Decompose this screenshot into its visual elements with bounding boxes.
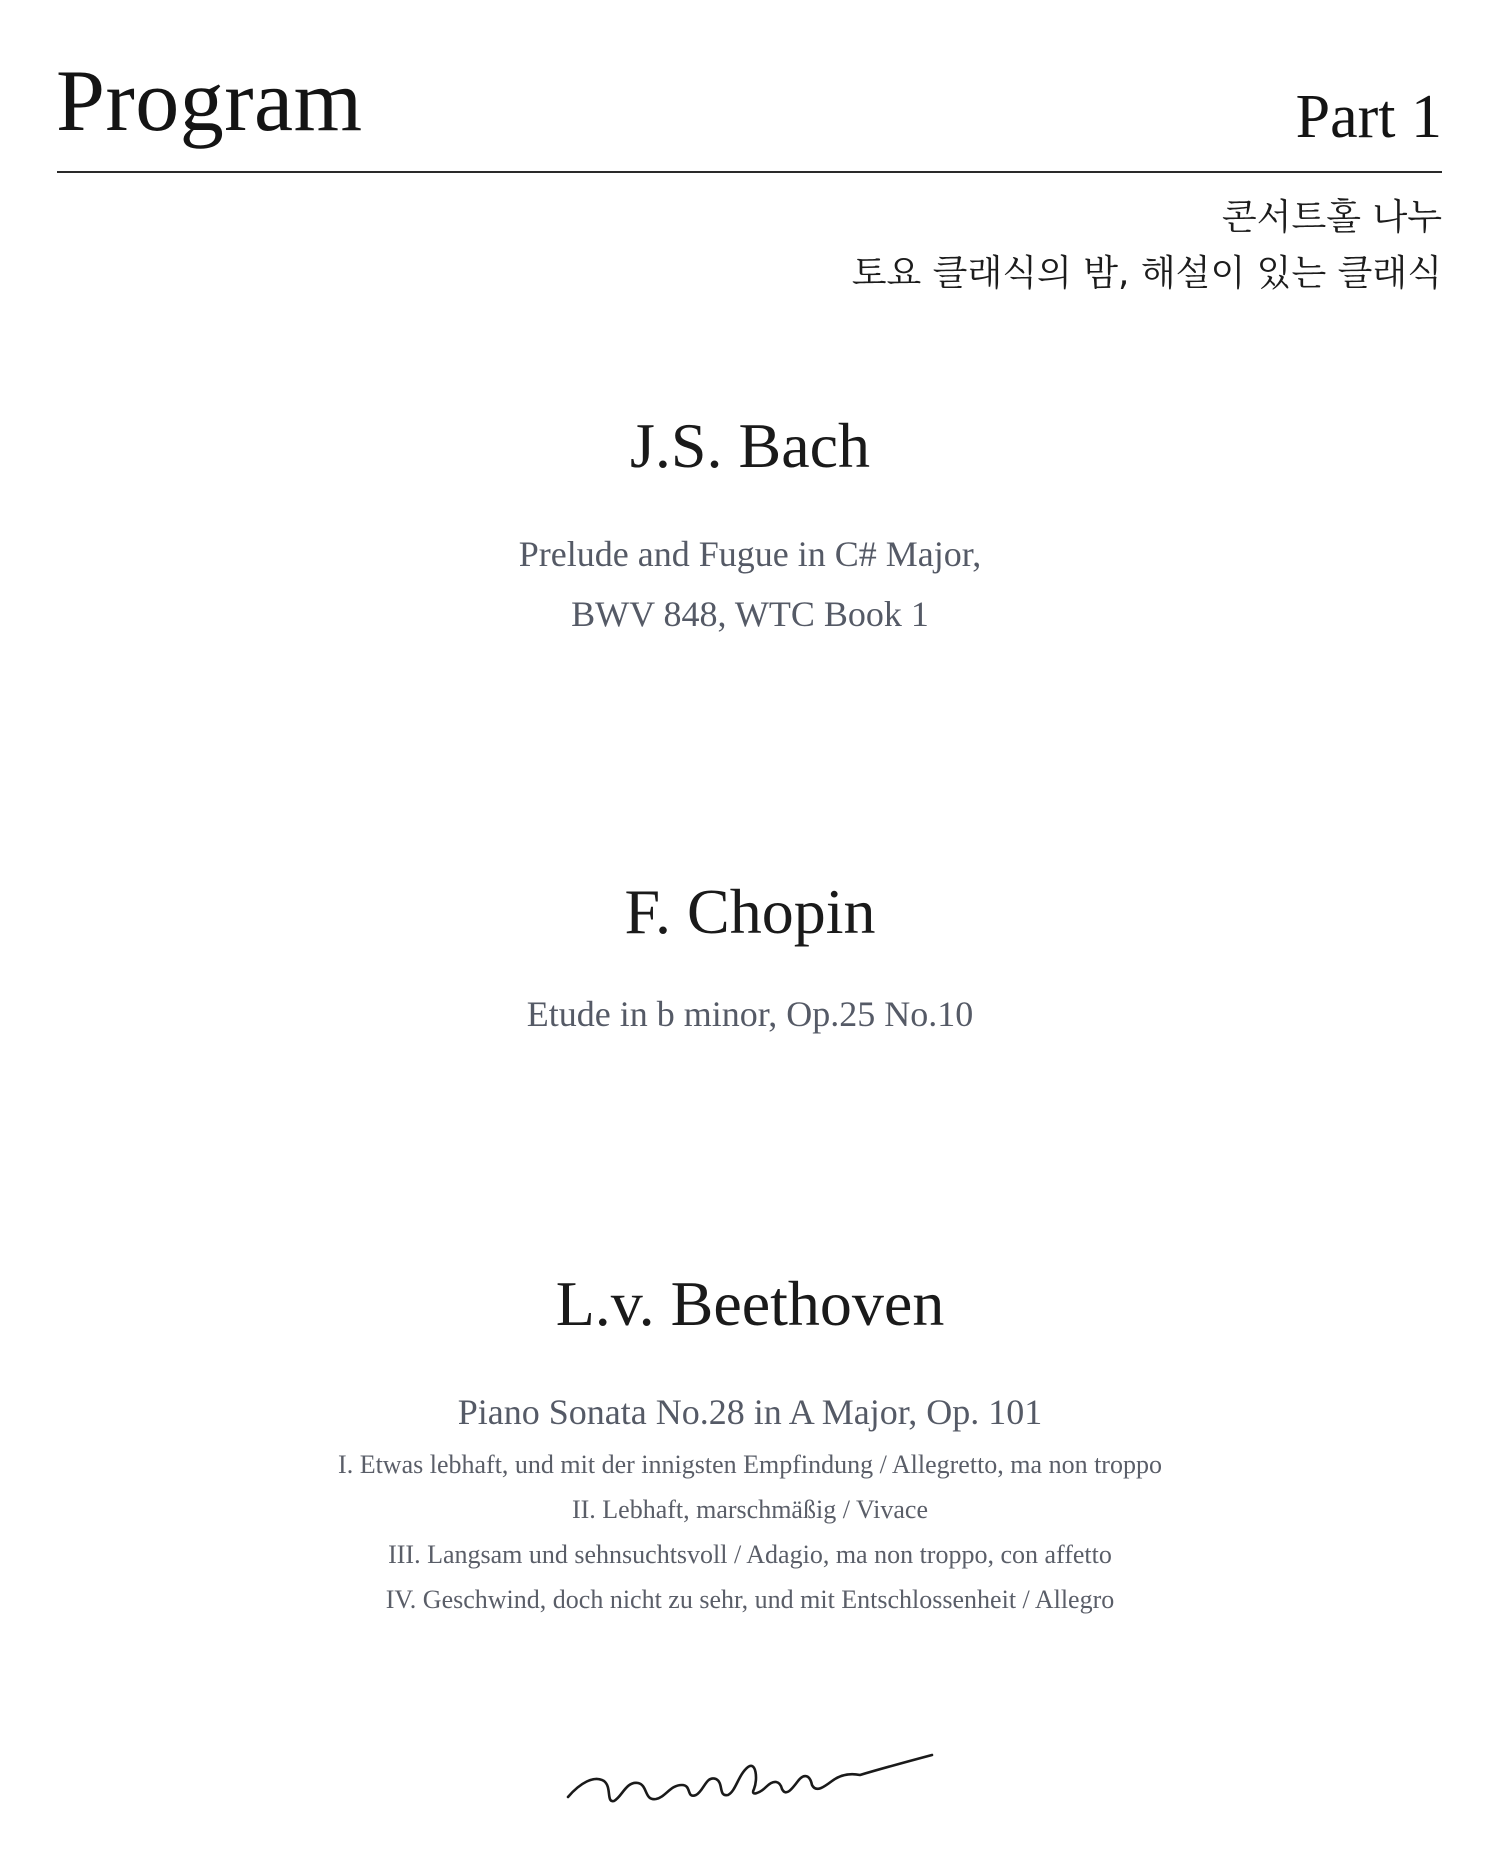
movement-line: II. Lebhaft, marschmäßig / Vivace bbox=[571, 1495, 929, 1524]
program-item-chopin bbox=[0, 876, 1500, 1044]
header-divider bbox=[57, 171, 1442, 173]
page-title: Program bbox=[56, 53, 363, 150]
venue-line: 콘서트홀 나누 bbox=[1221, 197, 1442, 238]
composer-name: F. Chopin bbox=[624, 876, 876, 947]
handwritten-signature-logo bbox=[560, 1745, 940, 1815]
composer-name: J.S. Bach bbox=[630, 410, 870, 481]
work-title-line: Etude in b minor, Op.25 No.10 bbox=[526, 994, 974, 1034]
work-title-line: BWV 848, WTC Book 1 bbox=[571, 594, 929, 634]
work-title-line: Piano Sonata No.28 in A Major, Op. 101 bbox=[457, 1392, 1043, 1432]
movement-line: I. Etwas lebhaft, und mit der innigsten Empfindung / Allegretto, ma non troppo bbox=[338, 1450, 1162, 1479]
program-item-beethoven bbox=[0, 1268, 1500, 1622]
work-title-line: Prelude and Fugue in C# Major, bbox=[518, 534, 982, 574]
movement-line: IV. Geschwind, doch nicht zu sehr, und mit Entschlossenheit / Allegro bbox=[385, 1585, 1115, 1614]
part-label: Part 1 bbox=[1295, 83, 1442, 151]
movement-line: III. Langsam und sehnsuchtsvoll / Adagio, ma non troppo, con affetto bbox=[388, 1540, 1112, 1569]
program-item-bach bbox=[0, 410, 1500, 644]
composer-name: L.v. Beethoven bbox=[555, 1268, 945, 1339]
event-subtitle bbox=[852, 190, 1442, 302]
event-name-line: 토요 클래식의 밤, 해설이 있는 클래식 bbox=[851, 253, 1442, 294]
